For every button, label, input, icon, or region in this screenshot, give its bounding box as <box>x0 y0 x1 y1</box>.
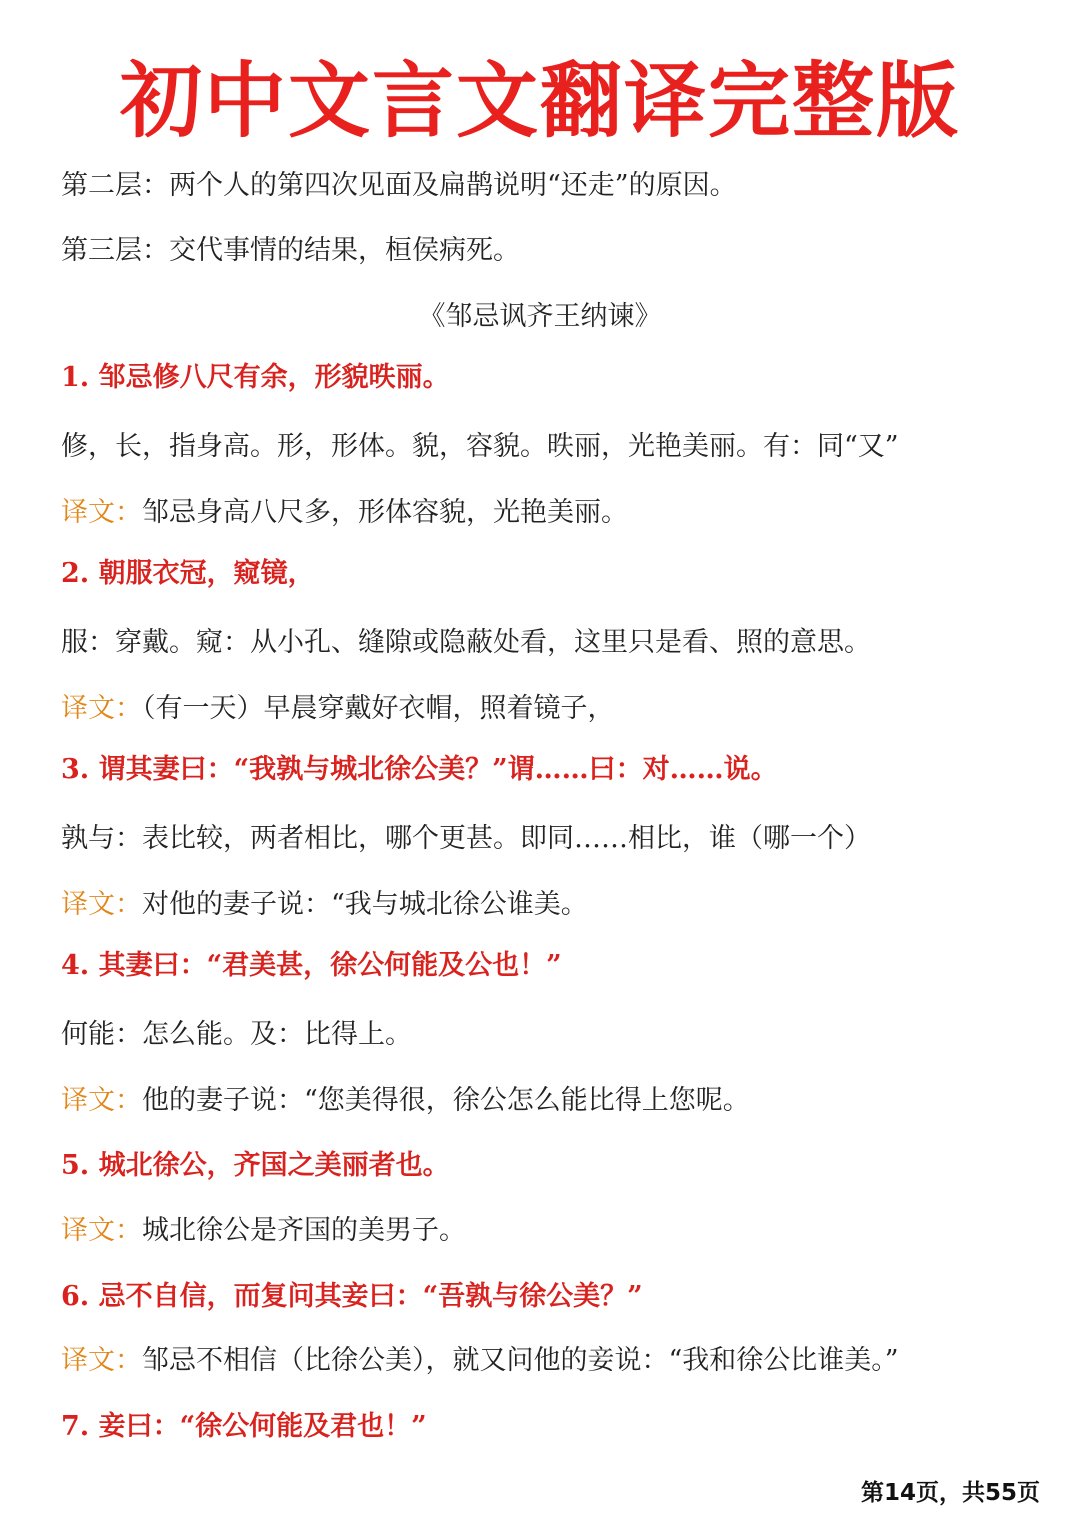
item-translation <box>61 1081 1040 1121</box>
item-translation <box>61 689 1040 729</box>
translation-label: 译文： <box>61 693 142 724</box>
translation-label: 译文： <box>61 1345 142 1376</box>
page-title: 初中文言文翻译完整版 <box>119 54 960 149</box>
page-number: 第14页，共55页 <box>860 1480 1040 1506</box>
item-heading: 4. 其妻曰：“君美甚，徐公何能及公也！” <box>61 950 562 981</box>
translation-text: 邹忌身高八尺多，形体容貌，光艳美丽。 <box>142 497 628 528</box>
item-translation <box>61 493 1040 533</box>
item-heading: 7. 妾曰：“徐公何能及君也！” <box>61 1411 427 1442</box>
item-heading: 6. 忌不自信，而复问其妾曰：“吾孰与徐公美？” <box>61 1281 643 1312</box>
item-heading: 5. 城北徐公，齐国之美丽者也。 <box>61 1150 450 1181</box>
translation-label: 译文： <box>61 1085 142 1116</box>
translation-label: 译文： <box>61 497 142 528</box>
translation-text: 他的妻子说：“您美得很，徐公怎么能比得上您呢。 <box>142 1085 750 1116</box>
translation-label: 译文： <box>61 889 142 920</box>
translation-text: 邹忌不相信（比徐公美），就又问他的妾说：“我和徐公比谁美。” <box>142 1345 899 1376</box>
translation-label: 译文： <box>61 1215 142 1246</box>
translation-text: 对他的妻子说：“我与城北徐公谁美。 <box>142 889 588 920</box>
item-note: 何能：怎么能。及：比得上。 <box>61 1019 412 1050</box>
item-note: 孰与：表比较，两者相比，哪个更甚。即同……相比，谁（哪一个） <box>61 823 871 854</box>
item-note: 修，长，指身高。形，形体。貌，容貌。昳丽，光艳美丽。有：同“又” <box>61 431 899 462</box>
intro-line: 第三层：交代事情的结果，桓侯病死。 <box>61 235 520 266</box>
item-note: 服：穿戴。窥：从小孔、缝隙或隐蔽处看，这里只是看、照的意思。 <box>61 627 871 658</box>
item-translation <box>61 885 1040 925</box>
item-heading: 1. 邹忌修八尺有余，形貌昳丽。 <box>61 362 450 393</box>
translation-text: 城北徐公是齐国的美男子。 <box>142 1215 466 1246</box>
item-translation <box>61 1211 1040 1251</box>
item-heading: 2. 朝服衣冠，窥镜， <box>61 558 315 589</box>
intro-line: 第二层：两个人的第四次见面及扁鹊说明“还走”的原因。 <box>61 170 737 201</box>
section-title: 《邹忌讽齐王纳谏》 <box>418 301 662 332</box>
item-translation <box>61 1341 1040 1381</box>
translation-text: （有一天）早晨穿戴好衣帽，照着镜子， <box>142 693 615 724</box>
item-heading: 3. 谓其妻曰：“我孰与城北徐公美？”谓……曰：对……说。 <box>61 754 778 785</box>
